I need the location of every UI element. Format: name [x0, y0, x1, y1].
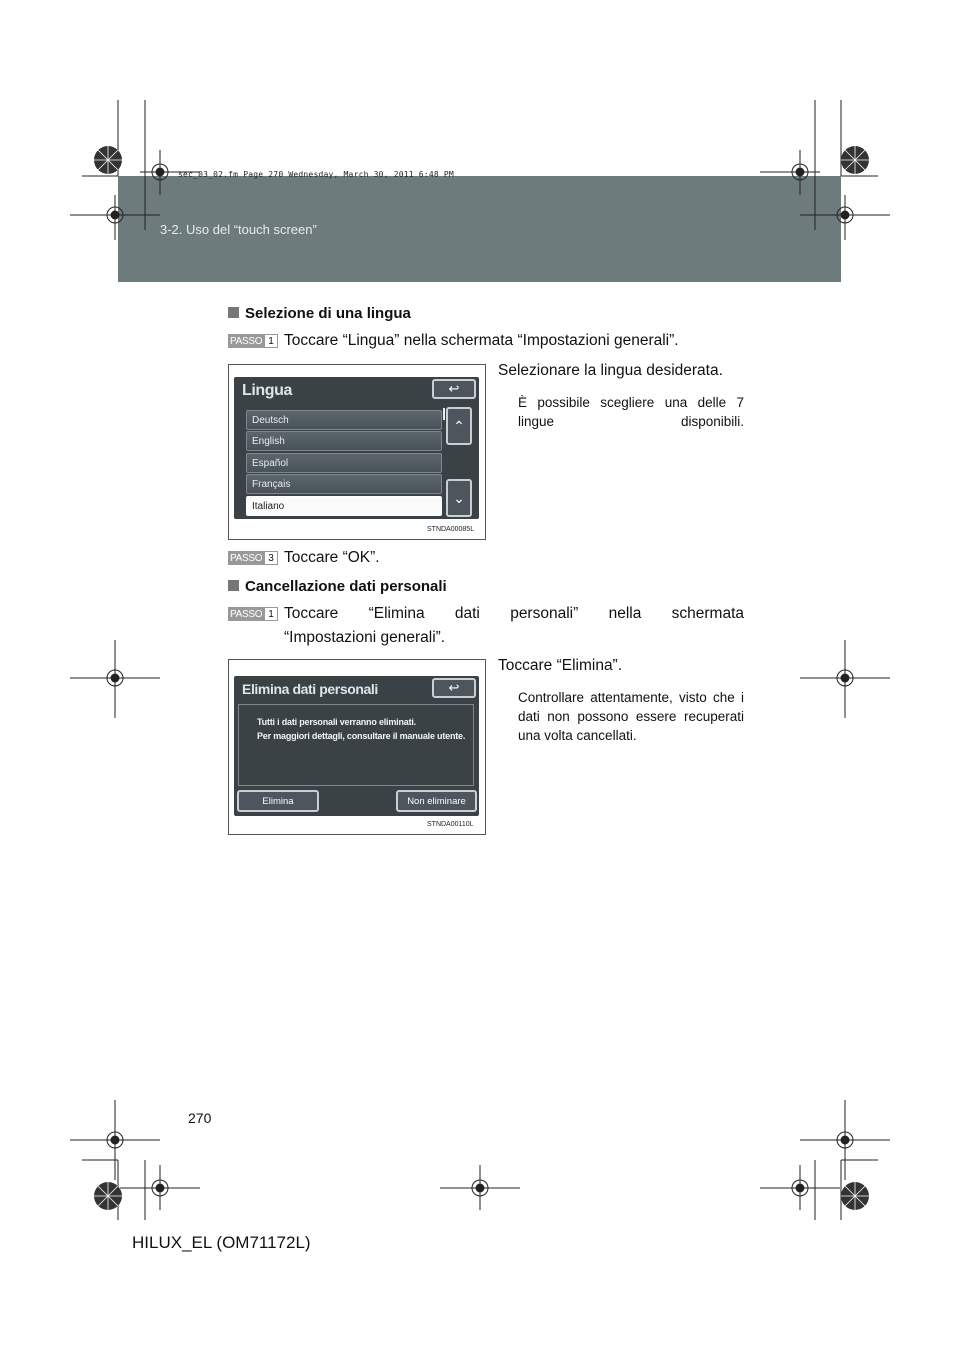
lang-item-english[interactable]: English	[246, 431, 442, 451]
heading-language: Selezione di una lingua	[228, 305, 411, 322]
step1-text: Toccare “Lingua” nella schermata “Impostazioni generali”.	[284, 332, 679, 349]
step-badge-3: PASSO 3	[228, 551, 278, 565]
delete-button[interactable]: Elimina	[237, 790, 319, 812]
language-screen	[234, 377, 479, 519]
step2-text: Selezionare la lingua desiderata.	[498, 362, 723, 379]
message-line-1: Tutti i dati personali verranno eliminati.	[257, 717, 416, 727]
step2-note: È possibile scegliere una delle 7 lingue disponibili.	[518, 395, 744, 429]
step-badge-1b: PASSO 1	[228, 607, 278, 621]
scrollbar-thumb[interactable]	[443, 408, 445, 420]
step-badge-1: PASSO 1	[228, 334, 278, 348]
step3-text: Toccare “OK”.	[284, 549, 380, 566]
figure-code: STNDA00110L	[427, 821, 474, 828]
delete-screenshot	[228, 659, 486, 835]
square-bullet-icon	[228, 307, 239, 318]
back-icon[interactable]: ↩	[432, 678, 476, 698]
lang-item-deutsch[interactable]: Deutsch	[246, 410, 442, 430]
section-header: 3-2. Uso del “touch screen”	[160, 222, 317, 237]
page-number: 270	[188, 1110, 212, 1126]
scroll-down-icon[interactable]: ⌄	[446, 479, 472, 517]
screen-title: Elimina dati personali	[242, 681, 378, 697]
lang-item-espanol[interactable]: Español	[246, 453, 442, 473]
delete-screen	[234, 676, 479, 816]
message-box	[238, 704, 474, 786]
square-bullet-icon	[228, 580, 239, 591]
lang-item-francais[interactable]: Français	[246, 474, 442, 494]
delete-step1-text-line1: Toccare “Elimina dati personali” nella schermata	[284, 605, 744, 622]
back-icon[interactable]: ↩	[432, 379, 476, 399]
screen-title: Lingua	[242, 382, 293, 399]
figure-code: STNDA00085L	[427, 526, 475, 533]
heading-delete: Cancellazione dati personali	[228, 578, 447, 595]
print-info: sec_03_02.fm Page 270 Wednesday, March 30, 2011 6:48 PM	[178, 170, 454, 179]
model-code: HILUX_EL (OM71172L)	[132, 1233, 311, 1252]
delete-step2-note: Controllare attentamente, visto che i dati non possono essere recuperati una volta cancellati.	[518, 690, 744, 743]
message-line-2: Per maggiori dettagli, consultare il manuale utente.	[257, 731, 466, 741]
lang-item-italiano[interactable]: Italiano	[246, 496, 442, 516]
delete-step1-text-line2: “Impostazioni generali”.	[284, 629, 446, 646]
keep-button[interactable]: Non eliminare	[396, 790, 477, 812]
scroll-up-icon[interactable]: ⌃	[446, 407, 472, 445]
language-screenshot	[228, 364, 486, 540]
delete-step2-text: Toccare “Elimina”.	[498, 657, 623, 674]
